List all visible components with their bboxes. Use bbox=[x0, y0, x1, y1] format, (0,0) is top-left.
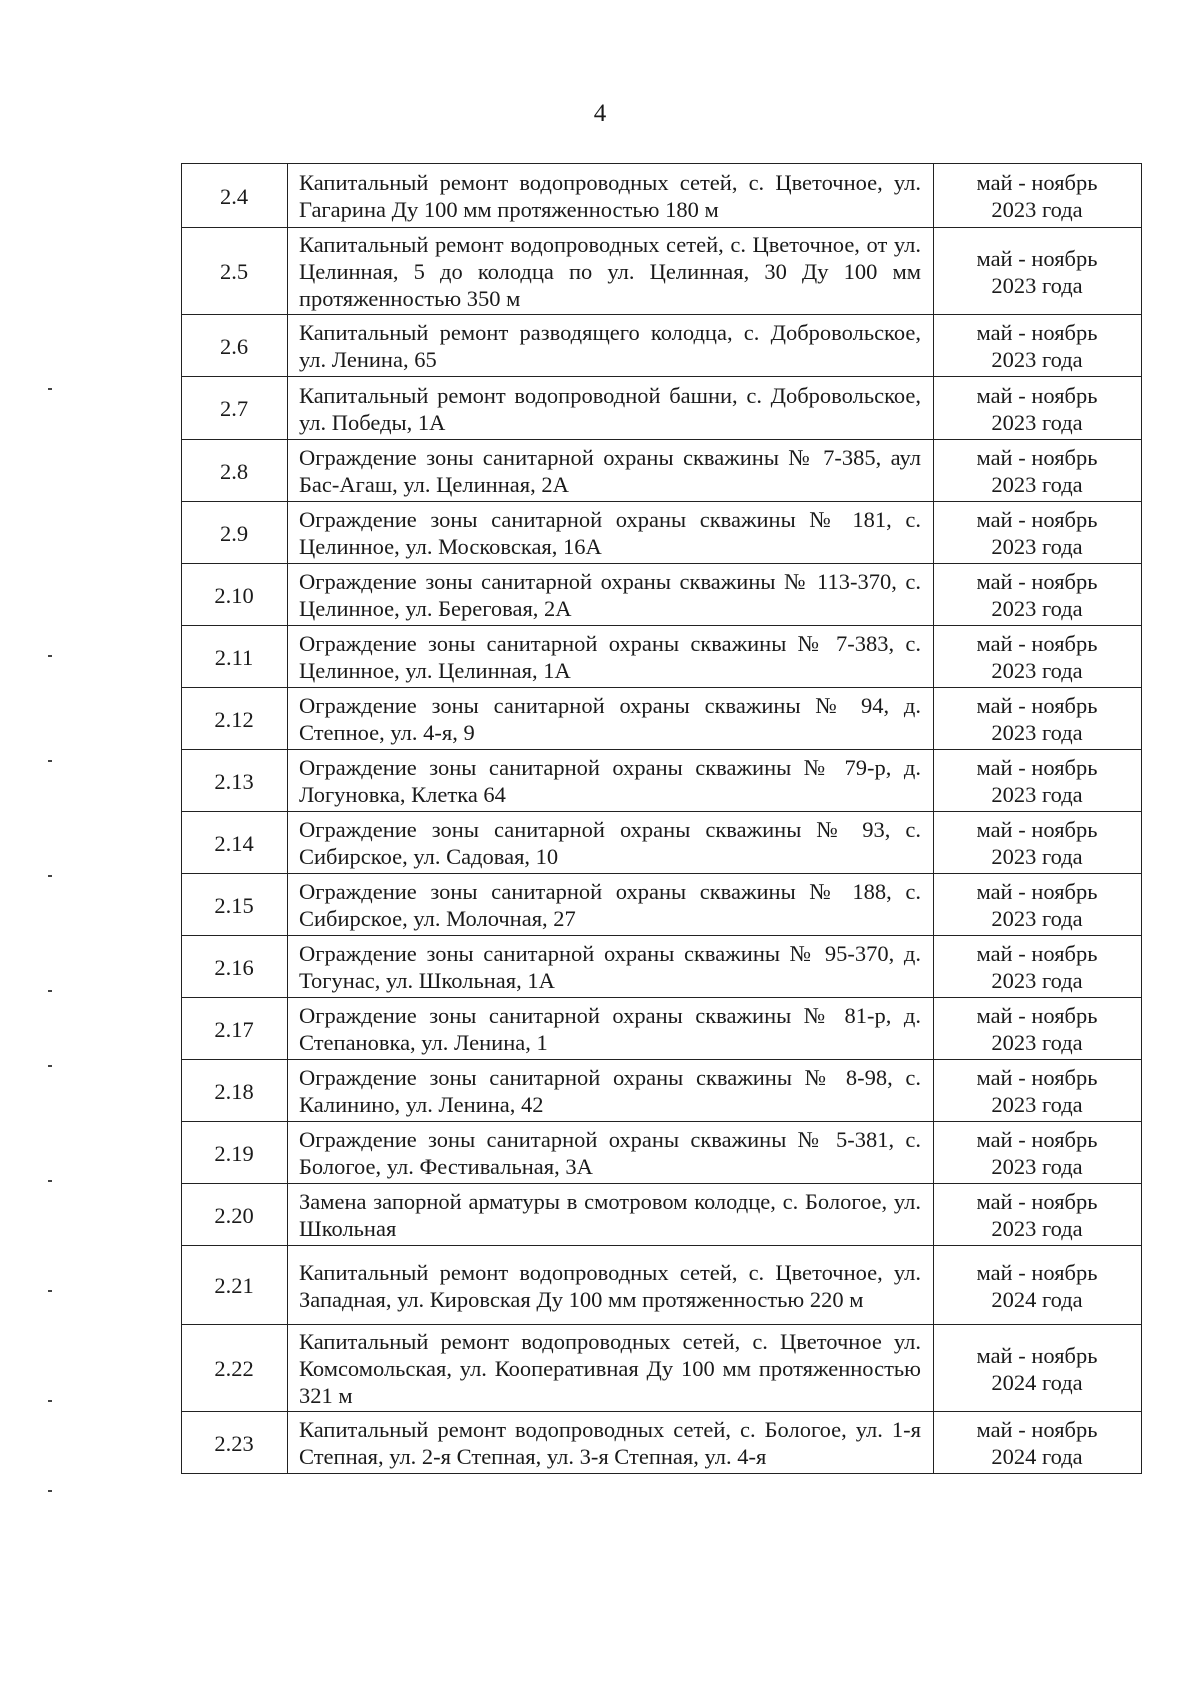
term-period: май - ноябрь bbox=[976, 631, 1098, 656]
table-row bbox=[182, 164, 1142, 228]
row-number: 2.9 bbox=[182, 502, 288, 564]
work-description: Капитальный ремонт водопроводных сетей, с. Цветочное, от ул. Целинная, 5 до колодца по ул. Целинная, 30 Ду 100 мм протяженностью 350 м bbox=[288, 228, 934, 315]
work-description: Капитальный ремонт водопроводных сетей, с. Цветочное ул. Комсомольская, ул. Кооперативная Ду 100 мм протяженностью 321 м bbox=[288, 1325, 934, 1412]
term-year: 2023 года bbox=[991, 658, 1083, 683]
table-row bbox=[182, 626, 1142, 688]
term-year: 2023 года bbox=[991, 782, 1083, 807]
row-number: 2.6 bbox=[182, 315, 288, 377]
margin-mark bbox=[48, 1400, 52, 1402]
work-description: Капитальный ремонт водопроводных сетей, с. Бологое, ул. 1-я Степная, ул. 2-я Степная, ул. 3-я Степная, ул. 4-я bbox=[288, 1412, 934, 1474]
term-period: май - ноябрь bbox=[976, 569, 1098, 594]
work-description: Ограждение зоны санитарной охраны скважины № 94, д. Степное, ул. 4-я, 9 bbox=[288, 688, 934, 750]
table-row bbox=[182, 998, 1142, 1060]
row-number: 2.19 bbox=[182, 1122, 288, 1184]
term-period: май - ноябрь bbox=[976, 382, 1098, 408]
table-row bbox=[182, 688, 1142, 750]
work-description: Капитальный ремонт водопроводной башни, с. Добровольское, ул. Победы, 1А bbox=[288, 377, 934, 440]
works-table bbox=[181, 163, 1142, 1474]
term-year: 2023 года bbox=[991, 720, 1083, 745]
work-term bbox=[934, 228, 1142, 315]
work-term bbox=[934, 440, 1142, 502]
row-number: 2.8 bbox=[182, 440, 288, 502]
term-year: 2023 года bbox=[991, 844, 1083, 869]
work-term bbox=[934, 315, 1142, 377]
work-term bbox=[934, 564, 1142, 626]
row-number: 2.22 bbox=[182, 1325, 288, 1412]
row-number: 2.18 bbox=[182, 1060, 288, 1122]
margin-mark bbox=[48, 760, 52, 762]
work-description: Ограждение зоны санитарной охраны скважины № 5-381, с. Бологое, ул. Фестивальная, 3А bbox=[288, 1122, 934, 1184]
term-year: 2023 года bbox=[991, 197, 1083, 222]
work-description: Капитальный ремонт водопроводных сетей, с. Цветочное, ул. Западная, ул. Кировская Ду 100 мм протяженностью 220 м bbox=[288, 1246, 934, 1325]
work-term bbox=[934, 164, 1142, 228]
work-description: Ограждение зоны санитарной охраны скважины № 113-370, с. Целинное, ул. Береговая, 2А bbox=[288, 564, 934, 626]
row-number: 2.16 bbox=[182, 936, 288, 998]
term-year: 2023 года bbox=[991, 534, 1083, 559]
term-period: май - ноябрь bbox=[976, 817, 1098, 842]
term-period: май - ноябрь bbox=[976, 1259, 1098, 1285]
term-period: май - ноябрь bbox=[976, 879, 1098, 904]
table-row bbox=[182, 1412, 1142, 1474]
work-description: Ограждение зоны санитарной охраны скважины № 7-385, аул Бас-Агаш, ул. Целинная, 2А bbox=[288, 440, 934, 502]
term-period: май - ноябрь bbox=[976, 245, 1098, 271]
table-row bbox=[182, 936, 1142, 998]
work-description: Ограждение зоны санитарной охраны скважины № 95-370, д. Тогунас, ул. Школьная, 1А bbox=[288, 936, 934, 998]
term-period: май - ноябрь bbox=[976, 1127, 1098, 1152]
term-period: май - ноябрь bbox=[976, 941, 1098, 966]
row-number: 2.17 bbox=[182, 998, 288, 1060]
work-description: Ограждение зоны санитарной охраны скважины № 79-р, д. Логуновка, Клетка 64 bbox=[288, 750, 934, 812]
term-period: май - ноябрь bbox=[976, 507, 1098, 532]
term-period: май - ноябрь bbox=[976, 445, 1098, 470]
work-term bbox=[934, 1246, 1142, 1325]
table-row bbox=[182, 812, 1142, 874]
row-number: 2.4 bbox=[182, 164, 288, 228]
term-year: 2023 года bbox=[991, 906, 1083, 931]
term-period: май - ноябрь bbox=[976, 693, 1098, 718]
work-description: Ограждение зоны санитарной охраны скважины № 188, с. Сибирское, ул. Молочная, 27 bbox=[288, 874, 934, 936]
term-year: 2023 года bbox=[991, 409, 1083, 435]
term-year: 2023 года bbox=[991, 596, 1083, 621]
work-term bbox=[934, 750, 1142, 812]
term-year: 2023 года bbox=[991, 1154, 1083, 1179]
term-period: май - ноябрь bbox=[976, 1189, 1098, 1214]
table-row bbox=[182, 874, 1142, 936]
table-row bbox=[182, 1060, 1142, 1122]
table-row bbox=[182, 315, 1142, 377]
work-term bbox=[934, 626, 1142, 688]
work-description: Замена запорной арматуры в смотровом колодце, с. Бологое, ул. Школьная bbox=[288, 1184, 934, 1246]
term-year: 2024 года bbox=[991, 1369, 1083, 1395]
page-number: 4 bbox=[593, 100, 607, 127]
work-term bbox=[934, 502, 1142, 564]
term-period: май - ноябрь bbox=[976, 755, 1098, 780]
work-description: Капитальный ремонт водопроводных сетей, с. Цветочное, ул. Гагарина Ду 100 мм протяженностью 180 м bbox=[288, 164, 934, 228]
margin-mark bbox=[48, 1065, 52, 1067]
work-term bbox=[934, 936, 1142, 998]
term-year: 2023 года bbox=[991, 1216, 1083, 1241]
row-number: 2.11 bbox=[182, 626, 288, 688]
term-period: май - ноябрь bbox=[976, 170, 1098, 195]
work-term bbox=[934, 1325, 1142, 1412]
term-year: 2023 года bbox=[991, 968, 1083, 993]
term-period: май - ноябрь bbox=[976, 1342, 1098, 1368]
table-row bbox=[182, 564, 1142, 626]
work-term bbox=[934, 1412, 1142, 1474]
row-number: 2.21 bbox=[182, 1246, 288, 1325]
margin-mark bbox=[48, 990, 52, 992]
term-period: май - ноябрь bbox=[976, 1417, 1098, 1442]
margin-mark bbox=[48, 388, 52, 390]
term-period: май - ноябрь bbox=[976, 1065, 1098, 1090]
work-description: Ограждение зоны санитарной охраны скважины № 181, с. Целинное, ул. Московская, 16А bbox=[288, 502, 934, 564]
margin-mark bbox=[48, 1180, 52, 1182]
term-year: 2023 года bbox=[991, 1030, 1083, 1055]
works-table-body bbox=[182, 164, 1142, 1474]
term-year: 2024 года bbox=[991, 1286, 1083, 1312]
work-description: Ограждение зоны санитарной охраны скважины № 93, с. Сибирское, ул. Садовая, 10 bbox=[288, 812, 934, 874]
term-period: май - ноябрь bbox=[976, 320, 1098, 345]
table-row bbox=[182, 228, 1142, 315]
term-year: 2023 года bbox=[991, 272, 1083, 298]
term-year: 2023 года bbox=[991, 1092, 1083, 1117]
margin-mark bbox=[48, 875, 52, 877]
work-description: Ограждение зоны санитарной охраны скважины № 81-р, д. Степановка, ул. Ленина, 1 bbox=[288, 998, 934, 1060]
row-number: 2.20 bbox=[182, 1184, 288, 1246]
table-row bbox=[182, 750, 1142, 812]
margin-mark bbox=[48, 1290, 52, 1292]
term-year: 2023 года bbox=[991, 347, 1083, 372]
work-term bbox=[934, 1122, 1142, 1184]
term-period: май - ноябрь bbox=[976, 1003, 1098, 1028]
row-number: 2.7 bbox=[182, 377, 288, 440]
work-term bbox=[934, 998, 1142, 1060]
table-row bbox=[182, 377, 1142, 440]
table-row bbox=[182, 1122, 1142, 1184]
margin-mark bbox=[48, 655, 52, 657]
table-row bbox=[182, 502, 1142, 564]
work-term bbox=[934, 688, 1142, 750]
work-description: Ограждение зоны санитарной охраны скважины № 7-383, с. Целинное, ул. Целинная, 1А bbox=[288, 626, 934, 688]
row-number: 2.12 bbox=[182, 688, 288, 750]
table-row bbox=[182, 1246, 1142, 1325]
row-number: 2.15 bbox=[182, 874, 288, 936]
work-description: Ограждение зоны санитарной охраны скважины № 8-98, с. Калинино, ул. Ленина, 42 bbox=[288, 1060, 934, 1122]
table-row bbox=[182, 1184, 1142, 1246]
work-term bbox=[934, 1060, 1142, 1122]
table-row bbox=[182, 440, 1142, 502]
work-term bbox=[934, 874, 1142, 936]
row-number: 2.5 bbox=[182, 228, 288, 315]
work-description: Капитальный ремонт разводящего колодца, с. Добровольское, ул. Ленина, 65 bbox=[288, 315, 934, 377]
margin-mark bbox=[48, 1490, 52, 1492]
term-year: 2023 года bbox=[991, 472, 1083, 497]
term-year: 2024 года bbox=[991, 1444, 1083, 1469]
work-term bbox=[934, 812, 1142, 874]
table-row bbox=[182, 1325, 1142, 1412]
row-number: 2.23 bbox=[182, 1412, 288, 1474]
work-term bbox=[934, 377, 1142, 440]
row-number: 2.13 bbox=[182, 750, 288, 812]
work-term bbox=[934, 1184, 1142, 1246]
row-number: 2.14 bbox=[182, 812, 288, 874]
row-number: 2.10 bbox=[182, 564, 288, 626]
